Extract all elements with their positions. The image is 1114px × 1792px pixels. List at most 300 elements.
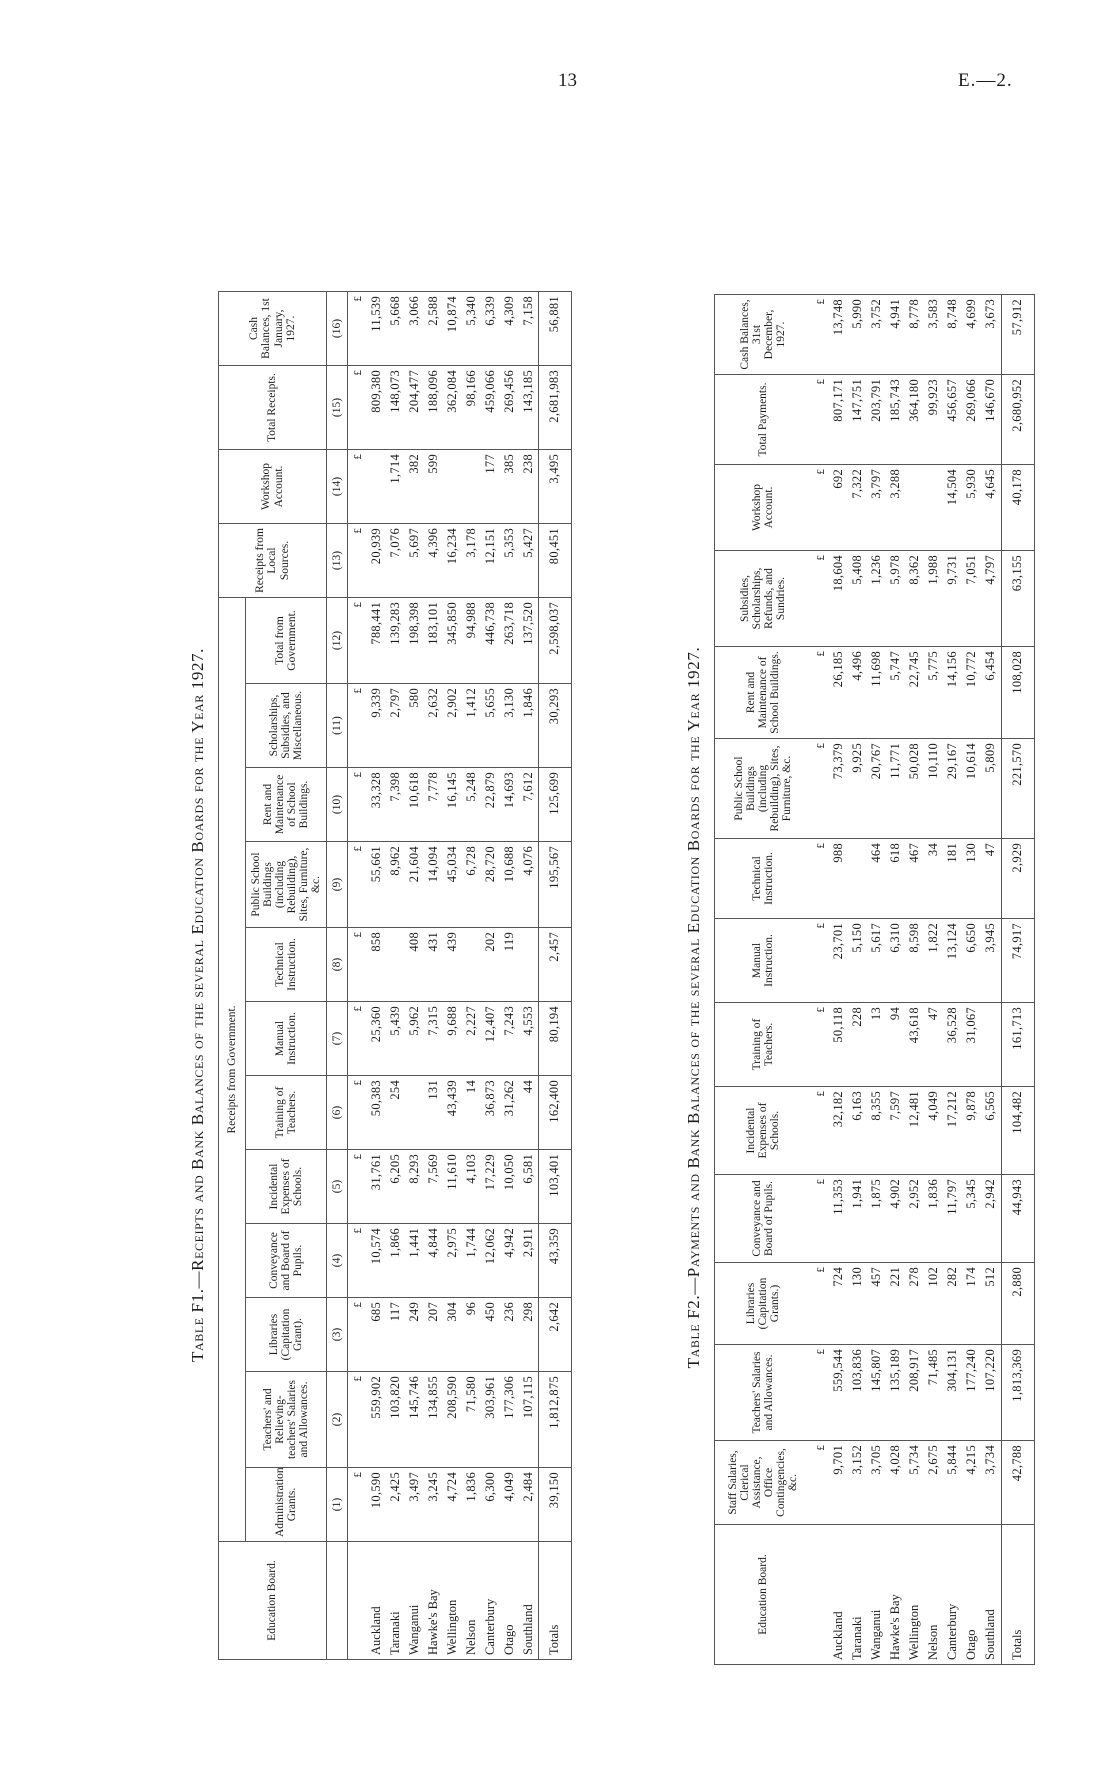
currency-symbol: £ xyxy=(348,1224,368,1298)
table-cell: 9,339 xyxy=(367,684,386,768)
table-row xyxy=(830,295,849,1665)
table-f1-board-header: Education Board. xyxy=(219,1542,327,1660)
table-cell: 130 xyxy=(849,1263,868,1345)
table-cell: 278 xyxy=(906,1263,925,1345)
total-cell: 80,194 xyxy=(539,1002,572,1076)
table-cell: 4,942 xyxy=(500,1224,519,1298)
table-cell xyxy=(443,450,462,524)
table-f1-header: Incidental Expenses of Schools. xyxy=(246,1150,327,1224)
total-cell: 221,570 xyxy=(1001,739,1034,839)
table-cell: 10,688 xyxy=(500,842,519,928)
table-f1-header: Public School Buildings (including Rebuilding), Sites, Furniture, &c. xyxy=(246,842,327,928)
currency-symbol: £ xyxy=(811,1175,830,1263)
table-row xyxy=(906,295,925,1665)
table-cell: 43,618 xyxy=(906,1003,925,1087)
table-cell: 18,604 xyxy=(830,551,849,647)
total-cell: 80,451 xyxy=(539,524,572,598)
table-cell: 34 xyxy=(925,839,944,919)
table-cell: 408 xyxy=(405,928,424,1002)
table-cell: 10,110 xyxy=(925,739,944,839)
currency-symbol: £ xyxy=(348,768,368,842)
table-cell: 5,747 xyxy=(887,647,906,739)
board-name: Southland xyxy=(519,1542,539,1660)
table-f1-column-number: (1) xyxy=(327,1468,348,1542)
table-cell: 4,902 xyxy=(887,1175,906,1263)
board-name: Southland xyxy=(982,1525,1002,1665)
table-cell: 385 xyxy=(500,450,519,524)
table-row xyxy=(405,292,424,1660)
table-cell: 5,809 xyxy=(982,739,1002,839)
table-f1 xyxy=(218,291,572,1660)
table-row xyxy=(424,292,443,1660)
table-row xyxy=(849,295,868,1665)
table-row xyxy=(386,292,405,1660)
table-cell: 7,322 xyxy=(849,465,868,551)
table-cell: 3,945 xyxy=(982,919,1002,1003)
table-cell: 71,580 xyxy=(462,1372,481,1468)
total-cell: 161,713 xyxy=(1001,1003,1034,1087)
table-cell: 47 xyxy=(982,839,1002,919)
table-cell: 12,062 xyxy=(481,1224,500,1298)
table-cell: 5,353 xyxy=(500,524,519,598)
table-row xyxy=(963,295,982,1665)
table-cell: 599 xyxy=(424,450,443,524)
currency-symbol: £ xyxy=(811,1345,830,1441)
table-row xyxy=(462,292,481,1660)
table-cell: 10,618 xyxy=(405,768,424,842)
table-cell: 20,767 xyxy=(868,739,887,839)
table-f1-header: Training of Teachers. xyxy=(246,1076,327,1150)
currency-symbol: £ xyxy=(348,1468,368,1542)
table-cell: 2,632 xyxy=(424,684,443,768)
table-f1-header: Receipts from Local Sources. xyxy=(219,524,327,598)
table-cell: 2,675 xyxy=(925,1441,944,1525)
table-f1-header: Manual Instruction. xyxy=(246,1002,327,1076)
total-cell: 43,359 xyxy=(539,1224,572,1298)
table-cell: 1,866 xyxy=(386,1224,405,1298)
table-cell: 147,751 xyxy=(849,375,868,465)
table-f1-caption: Table F1.—Receipts and Bank Balances of the several Education Boards for the Year 1927. xyxy=(188,648,207,1363)
table-cell: 17,229 xyxy=(481,1150,500,1224)
table-cell: 71,485 xyxy=(925,1345,944,1441)
table-f1-column-number: (15) xyxy=(327,366,348,450)
table-cell: 10,574 xyxy=(367,1224,386,1298)
table-cell: 3,797 xyxy=(868,465,887,551)
table-row xyxy=(519,292,539,1660)
table-cell: 2,588 xyxy=(424,292,443,366)
table-cell: 207 xyxy=(424,1298,443,1372)
table-cell: 618 xyxy=(887,839,906,919)
table-f1-column-number: (4) xyxy=(327,1224,348,1298)
table-cell: 31,067 xyxy=(963,1003,982,1087)
table-cell: 580 xyxy=(405,684,424,768)
currency-symbol: £ xyxy=(811,1263,830,1345)
table-cell: 203,791 xyxy=(868,375,887,465)
table-cell: 11,797 xyxy=(944,1175,963,1263)
table-f2-section xyxy=(684,299,1035,1665)
table-cell: 94 xyxy=(887,1003,906,1087)
table-cell: 6,454 xyxy=(982,647,1002,739)
currency-symbol: £ xyxy=(811,739,830,839)
table-cell: 6,728 xyxy=(462,842,481,928)
table-cell: 2,975 xyxy=(443,1224,462,1298)
table-cell: 6,581 xyxy=(519,1150,539,1224)
table-f1-header: Total Receipts. xyxy=(219,366,327,450)
board-name: Nelson xyxy=(462,1542,481,1660)
table-cell: 21,604 xyxy=(405,842,424,928)
board-name: Canterbury xyxy=(481,1542,500,1660)
table-row xyxy=(500,292,519,1660)
table-cell: 22,879 xyxy=(481,768,500,842)
table-cell: 36,873 xyxy=(481,1076,500,1150)
table-f2-header: Rent and Maintenance of School Buildings. xyxy=(715,647,811,739)
totals-label: Totals xyxy=(539,1542,572,1660)
table-f2-header: Staff Salaries, Clerical Assistance, Office Contingencies, &c. xyxy=(715,1441,811,1525)
table-cell: 13,124 xyxy=(944,919,963,1003)
table-row xyxy=(944,295,963,1665)
table-cell: 8,962 xyxy=(386,842,405,928)
table-f2-header: Libraries (Capitation Grants.) xyxy=(715,1263,811,1345)
table-cell: 119 xyxy=(500,928,519,1002)
table-f2-header: Technical Instruction. xyxy=(715,839,811,919)
table-cell: 1,822 xyxy=(925,919,944,1003)
table-cell: 3,752 xyxy=(868,295,887,375)
totals-label: Totals xyxy=(1001,1525,1034,1665)
total-cell: 1,812,875 xyxy=(539,1372,572,1468)
total-cell: 195,567 xyxy=(539,842,572,928)
table-f1-section xyxy=(188,296,572,1660)
table-f1-header: Technical Instruction. xyxy=(246,928,327,1002)
table-cell: 685 xyxy=(367,1298,386,1372)
table-cell: 177,306 xyxy=(500,1372,519,1468)
table-cell: 22,745 xyxy=(906,647,925,739)
currency-symbol: £ xyxy=(348,1076,368,1150)
table-cell: 692 xyxy=(830,465,849,551)
table-f1-column-number: (3) xyxy=(327,1298,348,1372)
table-cell: 724 xyxy=(830,1263,849,1345)
table-cell: 94,988 xyxy=(462,598,481,684)
table-cell: 5,345 xyxy=(963,1175,982,1263)
table-f1-header: Conveyance and Board of Pupils. xyxy=(246,1224,327,1298)
table-cell: 298 xyxy=(519,1298,539,1372)
board-name: Canterbury xyxy=(944,1525,963,1665)
table-cell: 7,076 xyxy=(386,524,405,598)
table-cell: 183,101 xyxy=(424,598,443,684)
table-f1-header: Libraries (Capitation Grant). xyxy=(246,1298,327,1372)
table-cell: 107,115 xyxy=(519,1372,539,1468)
table-cell: 33,328 xyxy=(367,768,386,842)
table-cell: 3,288 xyxy=(887,465,906,551)
table-cell: 1,744 xyxy=(462,1224,481,1298)
table-f1-column-number: (14) xyxy=(327,450,348,524)
table-cell: 8,362 xyxy=(906,551,925,647)
table-cell: 249 xyxy=(405,1298,424,1372)
currency-symbol: £ xyxy=(811,647,830,739)
table-f1-header: Administration Grants. xyxy=(246,1468,327,1542)
table-cell: 512 xyxy=(982,1263,1002,1345)
table-cell: 4,028 xyxy=(887,1441,906,1525)
page-number: 13 xyxy=(558,70,577,91)
total-cell: 2,598,037 xyxy=(539,598,572,684)
table-f1-column-number: (6) xyxy=(327,1076,348,1150)
table-cell: 103,820 xyxy=(386,1372,405,1468)
table-cell: 103,836 xyxy=(849,1345,868,1441)
table-cell: 467 xyxy=(906,839,925,919)
table-cell: 16,145 xyxy=(443,768,462,842)
table-f2 xyxy=(714,294,1035,1665)
currency-symbol: £ xyxy=(348,1298,368,1372)
table-cell: 364,180 xyxy=(906,375,925,465)
table-cell: 7,569 xyxy=(424,1150,443,1224)
table-cell: 208,917 xyxy=(906,1345,925,1441)
table-cell: 1,412 xyxy=(462,684,481,768)
table-cell: 137,520 xyxy=(519,598,539,684)
table-cell: 55,661 xyxy=(367,842,386,928)
table-cell: 6,205 xyxy=(386,1150,405,1224)
table-cell: 4,215 xyxy=(963,1441,982,1525)
table-cell: 5,990 xyxy=(849,295,868,375)
currency-symbol: £ xyxy=(811,1441,830,1525)
currency-symbol: £ xyxy=(811,919,830,1003)
table-cell: 5,408 xyxy=(849,551,868,647)
table-f1-column-number: (9) xyxy=(327,842,348,928)
currency-symbol: £ xyxy=(811,375,830,465)
table-cell: 9,925 xyxy=(849,739,868,839)
table-f2-header: Workshop Account. xyxy=(715,465,811,551)
table-cell: 5,775 xyxy=(925,647,944,739)
table-f1-column-number: (7) xyxy=(327,1002,348,1076)
table-cell: 202 xyxy=(481,928,500,1002)
table-cell: 131 xyxy=(424,1076,443,1150)
table-f1-column-number: (11) xyxy=(327,684,348,768)
table-cell: 14,693 xyxy=(500,768,519,842)
table-row xyxy=(887,295,906,1665)
table-cell: 4,941 xyxy=(887,295,906,375)
total-cell: 2,681,983 xyxy=(539,366,572,450)
table-cell: 269,066 xyxy=(963,375,982,465)
table-cell: 8,293 xyxy=(405,1150,424,1224)
currency-symbol: £ xyxy=(348,292,368,366)
table-cell: 3,497 xyxy=(405,1468,424,1542)
total-cell: 39,150 xyxy=(539,1468,572,1542)
table-cell xyxy=(405,1076,424,1150)
table-cell: 10,050 xyxy=(500,1150,519,1224)
currency-symbol: £ xyxy=(348,598,368,684)
table-cell: 14,094 xyxy=(424,842,443,928)
total-cell: 2,642 xyxy=(539,1298,572,1372)
table-cell: 11,353 xyxy=(830,1175,849,1263)
table-cell: 16,234 xyxy=(443,524,462,598)
table-cell: 5,150 xyxy=(849,919,868,1003)
table-cell: 5,978 xyxy=(887,551,906,647)
table-cell: 12,481 xyxy=(906,1087,925,1175)
table-f2-board-header: Education Board. xyxy=(715,1525,811,1665)
table-cell: 382 xyxy=(405,450,424,524)
table-cell: 5,340 xyxy=(462,292,481,366)
table-cell: 9,878 xyxy=(963,1087,982,1175)
table-cell: 858 xyxy=(367,928,386,1002)
table-cell: 5,427 xyxy=(519,524,539,598)
currency-symbol: £ xyxy=(811,1087,830,1175)
table-cell: 431 xyxy=(424,928,443,1002)
table-cell: 73,379 xyxy=(830,739,849,839)
currency-symbol: £ xyxy=(811,839,830,919)
table-cell: 3,705 xyxy=(868,1441,887,1525)
table-f2-header: Subsidies, Scholarships, Refunds, and Sundries. xyxy=(715,551,811,647)
table-cell: 14,504 xyxy=(944,465,963,551)
currency-symbol: £ xyxy=(348,684,368,768)
table-cell: 8,598 xyxy=(906,919,925,1003)
board-name: Hawke's Bay xyxy=(424,1542,443,1660)
table-cell: 464 xyxy=(868,839,887,919)
table-cell: 7,158 xyxy=(519,292,539,366)
table-cell: 439 xyxy=(443,928,462,1002)
table-cell: 3,152 xyxy=(849,1441,868,1525)
total-cell: 44,943 xyxy=(1001,1175,1034,1263)
table-cell: 17,212 xyxy=(944,1087,963,1175)
currency-symbol: £ xyxy=(348,1002,368,1076)
table-f2-header: Incidental Expenses of Schools. xyxy=(715,1087,811,1175)
table-cell: 14 xyxy=(462,1076,481,1150)
table-f2-caption: Table F2.—Payments and Bank Balances of the several Education Boards for the Year 1927. xyxy=(684,646,703,1369)
table-cell: 8,778 xyxy=(906,295,925,375)
table-cell: 238 xyxy=(519,450,539,524)
table-f1-band-label: Receipts from Government. xyxy=(219,598,246,1542)
board-name: Wellington xyxy=(443,1542,462,1660)
table-row xyxy=(868,295,887,1665)
total-cell: 30,293 xyxy=(539,684,572,768)
table-cell: 1,714 xyxy=(386,450,405,524)
table-cell: 25,360 xyxy=(367,1002,386,1076)
table-cell: 134,855 xyxy=(424,1372,443,1468)
table-cell: 6,565 xyxy=(982,1087,1002,1175)
table-cell: 4,724 xyxy=(443,1468,462,1542)
table-f1-header: Workshop Account. xyxy=(219,450,327,524)
table-cell: 4,103 xyxy=(462,1150,481,1224)
table-cell: 2,227 xyxy=(462,1002,481,1076)
table-cell: 4,645 xyxy=(982,465,1002,551)
currency-symbol: £ xyxy=(348,1372,368,1468)
table-cell: 7,778 xyxy=(424,768,443,842)
currency-symbol: £ xyxy=(348,842,368,928)
table-cell: 130 xyxy=(963,839,982,919)
table-cell: 98,166 xyxy=(462,366,481,450)
table-cell: 107,220 xyxy=(982,1345,1002,1441)
table-cell: 208,590 xyxy=(443,1372,462,1468)
table-cell: 8,748 xyxy=(944,295,963,375)
table-cell xyxy=(519,928,539,1002)
table-cell: 7,597 xyxy=(887,1087,906,1175)
table-cell: 23,701 xyxy=(830,919,849,1003)
total-cell: 56,881 xyxy=(539,292,572,366)
currency-symbol: £ xyxy=(811,295,830,375)
table-cell: 11,771 xyxy=(887,739,906,839)
currency-symbol: £ xyxy=(811,1003,830,1087)
table-cell: 6,300 xyxy=(481,1468,500,1542)
table-cell: 2,902 xyxy=(443,684,462,768)
board-name: Wellington xyxy=(906,1525,925,1665)
table-f2-header: Conveyance and Board of Pupils. xyxy=(715,1175,811,1263)
currency-symbol: £ xyxy=(348,450,368,524)
total-cell: 2,457 xyxy=(539,928,572,1002)
table-cell: 4,797 xyxy=(982,551,1002,647)
table-cell: 10,614 xyxy=(963,739,982,839)
table-cell: 4,049 xyxy=(500,1468,519,1542)
table-cell: 807,171 xyxy=(830,375,849,465)
table-cell: 10,590 xyxy=(367,1468,386,1542)
table-cell: 2,484 xyxy=(519,1468,539,1542)
table-cell: 559,544 xyxy=(830,1345,849,1441)
table-f1-column-number: (16) xyxy=(327,292,348,366)
table-f2-header: Manual Instruction. xyxy=(715,919,811,1003)
table-cell: 236 xyxy=(500,1298,519,1372)
table-f1-column-number: (2) xyxy=(327,1372,348,1468)
total-cell: 104,482 xyxy=(1001,1087,1034,1175)
table-cell: 8,355 xyxy=(868,1087,887,1175)
table-cell: 7,051 xyxy=(963,551,982,647)
table-cell: 4,699 xyxy=(963,295,982,375)
table-cell: 9,688 xyxy=(443,1002,462,1076)
table-cell xyxy=(367,450,386,524)
table-cell: 559,902 xyxy=(367,1372,386,1468)
table-row xyxy=(925,295,944,1665)
total-cell: 63,155 xyxy=(1001,551,1034,647)
table-cell: 459,066 xyxy=(481,366,500,450)
table-cell: 456,657 xyxy=(944,375,963,465)
board-name: Auckland xyxy=(367,1542,386,1660)
board-name: Otago xyxy=(500,1542,519,1660)
table-cell: 177 xyxy=(481,450,500,524)
table-cell: 198,398 xyxy=(405,598,424,684)
table-cell: 174 xyxy=(963,1263,982,1345)
table-cell: 9,701 xyxy=(830,1441,849,1525)
currency-symbol: £ xyxy=(811,465,830,551)
table-cell: 31,761 xyxy=(367,1150,386,1224)
table-cell: 181 xyxy=(944,839,963,919)
table-cell: 1,875 xyxy=(868,1175,887,1263)
table-cell: 345,850 xyxy=(443,598,462,684)
table-f2-header: Total Payments. xyxy=(715,375,811,465)
table-cell: 7,612 xyxy=(519,768,539,842)
table-f1-header: Scholarships, Subsidies, and Miscellaneous. xyxy=(246,684,327,768)
table-cell: 3,583 xyxy=(925,295,944,375)
table-cell: 3,245 xyxy=(424,1468,443,1542)
table-f1-header: Cash Balances, 1st January, 1927. xyxy=(219,292,327,366)
total-cell: 42,788 xyxy=(1001,1441,1034,1525)
board-name: Wanganui xyxy=(405,1542,424,1660)
board-name: Otago xyxy=(963,1525,982,1665)
table-cell: 12,407 xyxy=(481,1002,500,1076)
table-cell: 5,248 xyxy=(462,768,481,842)
table-cell: 5,617 xyxy=(868,919,887,1003)
board-name: Auckland xyxy=(830,1525,849,1665)
table-cell: 446,738 xyxy=(481,598,500,684)
table-f1-column-number: (12) xyxy=(327,598,348,684)
table-cell: 50,118 xyxy=(830,1003,849,1087)
total-cell: 57,912 xyxy=(1001,295,1034,375)
table-cell: 1,941 xyxy=(849,1175,868,1263)
table-cell: 3,130 xyxy=(500,684,519,768)
table-cell: 139,283 xyxy=(386,598,405,684)
total-cell: 2,929 xyxy=(1001,839,1034,919)
table-cell: 1,836 xyxy=(925,1175,944,1263)
table-f1-header: Rent and Maintenance of School Buildings. xyxy=(246,768,327,842)
table-cell: 269,456 xyxy=(500,366,519,450)
table-cell: 4,049 xyxy=(925,1087,944,1175)
table-cell: 5,668 xyxy=(386,292,405,366)
table-cell: 148,073 xyxy=(386,366,405,450)
table-cell: 362,084 xyxy=(443,366,462,450)
